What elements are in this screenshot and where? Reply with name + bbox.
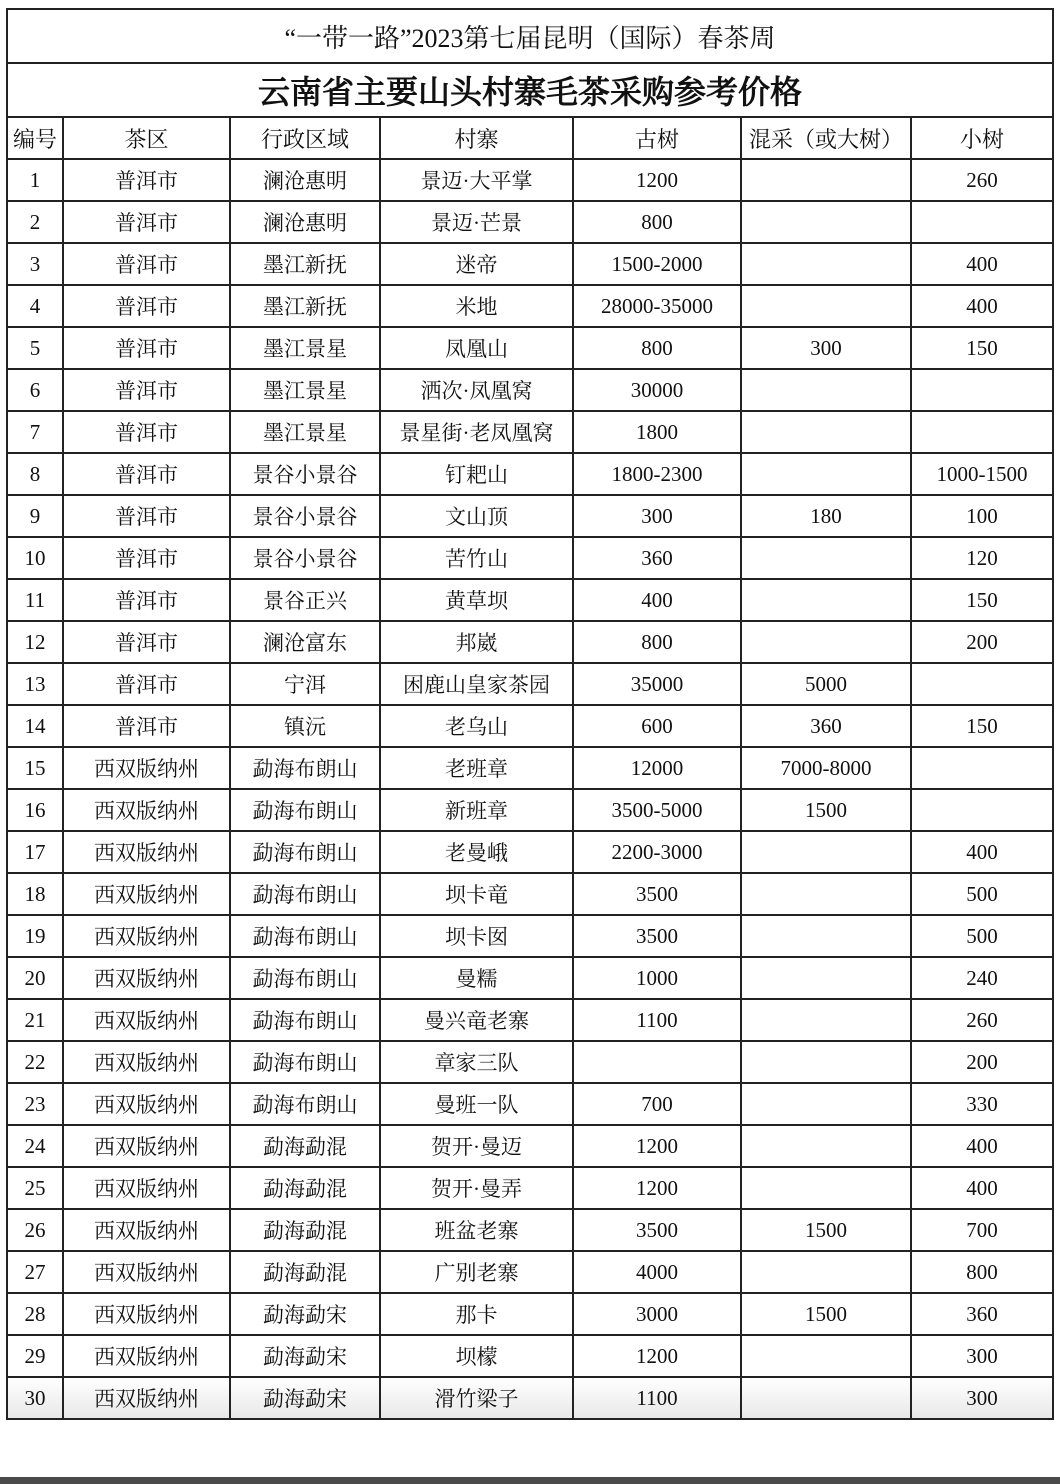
cell-tea-region: 西双版纳州 <box>63 1167 230 1209</box>
cell-small-tree-price: 500 <box>911 873 1053 915</box>
cell-ancient-tree-price: 800 <box>573 327 741 369</box>
cell-small-tree-price: 500 <box>911 915 1053 957</box>
cell-ancient-tree-price: 400 <box>573 579 741 621</box>
cell-mixed-price <box>741 957 911 999</box>
cell-tea-region: 普洱市 <box>63 453 230 495</box>
cell-admin-area: 墨江新抚 <box>230 285 380 327</box>
cell-small-tree-price: 360 <box>911 1293 1053 1335</box>
cell-mixed-price <box>741 537 911 579</box>
cell-mixed-price <box>741 243 911 285</box>
cell-small-tree-price: 400 <box>911 285 1053 327</box>
table-row <box>7 1125 1053 1167</box>
cell-village: 滑竹梁子 <box>380 1377 573 1419</box>
cell-small-tree-price: 200 <box>911 621 1053 663</box>
cell-mixed-price <box>741 621 911 663</box>
cell-ancient-tree-price: 360 <box>573 537 741 579</box>
table-row <box>7 285 1053 327</box>
price-table <box>6 8 1054 1420</box>
cell-id: 22 <box>7 1041 63 1083</box>
cell-small-tree-price: 400 <box>911 1167 1053 1209</box>
cell-tea-region: 西双版纳州 <box>63 1083 230 1125</box>
cell-ancient-tree-price: 1500-2000 <box>573 243 741 285</box>
cell-mixed-price: 180 <box>741 495 911 537</box>
cell-village: 困鹿山皇家茶园 <box>380 663 573 705</box>
cell-admin-area: 勐海布朗山 <box>230 873 380 915</box>
cell-tea-region: 普洱市 <box>63 159 230 201</box>
cell-id: 2 <box>7 201 63 243</box>
table-row <box>7 621 1053 663</box>
table-row <box>7 999 1053 1041</box>
table-row <box>7 1041 1053 1083</box>
table-row <box>7 747 1053 789</box>
table-row <box>7 201 1053 243</box>
cell-tea-region: 普洱市 <box>63 201 230 243</box>
cell-small-tree-price <box>911 411 1053 453</box>
cell-ancient-tree-price: 800 <box>573 621 741 663</box>
cell-tea-region: 普洱市 <box>63 537 230 579</box>
cell-admin-area: 勐海勐宋 <box>230 1377 380 1419</box>
cell-small-tree-price: 300 <box>911 1335 1053 1377</box>
cell-id: 4 <box>7 285 63 327</box>
cell-admin-area: 勐海布朗山 <box>230 831 380 873</box>
cell-tea-region: 普洱市 <box>63 285 230 327</box>
cell-ancient-tree-price: 12000 <box>573 747 741 789</box>
cell-village: 那卡 <box>380 1293 573 1335</box>
cell-id: 9 <box>7 495 63 537</box>
cell-id: 26 <box>7 1209 63 1251</box>
cell-tea-region: 西双版纳州 <box>63 789 230 831</box>
cell-ancient-tree-price: 700 <box>573 1083 741 1125</box>
cell-small-tree-price <box>911 789 1053 831</box>
cell-village: 景星街·老凤凰窝 <box>380 411 573 453</box>
cell-ancient-tree-price: 1000 <box>573 957 741 999</box>
cell-small-tree-price <box>911 663 1053 705</box>
cell-ancient-tree-price: 1800-2300 <box>573 453 741 495</box>
cell-small-tree-price: 260 <box>911 159 1053 201</box>
table-row <box>7 453 1053 495</box>
table-row <box>7 1251 1053 1293</box>
cell-admin-area: 景谷正兴 <box>230 579 380 621</box>
cell-mixed-price <box>741 579 911 621</box>
cell-mixed-price <box>741 1167 911 1209</box>
table-row <box>7 789 1053 831</box>
cell-tea-region: 西双版纳州 <box>63 1041 230 1083</box>
cell-mixed-price <box>741 915 911 957</box>
cell-id: 11 <box>7 579 63 621</box>
cell-village: 凤凰山 <box>380 327 573 369</box>
cell-id: 20 <box>7 957 63 999</box>
bottom-edge <box>0 1477 1060 1484</box>
cell-village: 老乌山 <box>380 705 573 747</box>
cell-tea-region: 西双版纳州 <box>63 1293 230 1335</box>
cell-id: 23 <box>7 1083 63 1125</box>
cell-village: 广别老寨 <box>380 1251 573 1293</box>
cell-village: 老曼峨 <box>380 831 573 873</box>
header-id: 编号 <box>7 117 63 159</box>
cell-mixed-price <box>741 159 911 201</box>
table-subtitle: 云南省主要山头村寨毛茶采购参考价格 <box>7 63 1053 117</box>
table-row <box>7 1083 1053 1125</box>
cell-small-tree-price <box>911 369 1053 411</box>
cell-village: 苦竹山 <box>380 537 573 579</box>
cell-admin-area: 勐海布朗山 <box>230 999 380 1041</box>
cell-ancient-tree-price: 35000 <box>573 663 741 705</box>
table-row <box>7 1335 1053 1377</box>
cell-mixed-price <box>741 1083 911 1125</box>
cell-mixed-price <box>741 201 911 243</box>
cell-id: 29 <box>7 1335 63 1377</box>
table-row <box>7 957 1053 999</box>
table-row <box>7 663 1053 705</box>
cell-mixed-price <box>741 1125 911 1167</box>
cell-mixed-price: 5000 <box>741 663 911 705</box>
cell-village: 钉耙山 <box>380 453 573 495</box>
table-row <box>7 159 1053 201</box>
cell-village: 曼班一队 <box>380 1083 573 1125</box>
cell-small-tree-price: 200 <box>911 1041 1053 1083</box>
cell-mixed-price: 1500 <box>741 1293 911 1335</box>
cell-village: 迷帝 <box>380 243 573 285</box>
cell-mixed-price <box>741 873 911 915</box>
cell-id: 1 <box>7 159 63 201</box>
cell-ancient-tree-price: 1200 <box>573 1167 741 1209</box>
cell-ancient-tree-price: 28000-35000 <box>573 285 741 327</box>
cell-tea-region: 普洱市 <box>63 369 230 411</box>
cell-admin-area: 勐海布朗山 <box>230 957 380 999</box>
cell-mixed-price <box>741 411 911 453</box>
cell-id: 15 <box>7 747 63 789</box>
cell-small-tree-price: 260 <box>911 999 1053 1041</box>
table-row <box>7 831 1053 873</box>
cell-tea-region: 西双版纳州 <box>63 1209 230 1251</box>
cell-small-tree-price: 700 <box>911 1209 1053 1251</box>
cell-small-tree-price <box>911 747 1053 789</box>
cell-admin-area: 勐海布朗山 <box>230 789 380 831</box>
cell-id: 14 <box>7 705 63 747</box>
cell-id: 25 <box>7 1167 63 1209</box>
cell-tea-region: 普洱市 <box>63 705 230 747</box>
cell-small-tree-price: 400 <box>911 831 1053 873</box>
cell-admin-area: 墨江景星 <box>230 411 380 453</box>
header-admin-area: 行政区域 <box>230 117 380 159</box>
table-row <box>7 495 1053 537</box>
cell-small-tree-price: 150 <box>911 705 1053 747</box>
cell-id: 24 <box>7 1125 63 1167</box>
table-row <box>7 537 1053 579</box>
cell-admin-area: 澜沧富东 <box>230 621 380 663</box>
cell-village: 文山顶 <box>380 495 573 537</box>
cell-admin-area: 墨江新抚 <box>230 243 380 285</box>
cell-id: 8 <box>7 453 63 495</box>
cell-id: 12 <box>7 621 63 663</box>
cell-mixed-price <box>741 453 911 495</box>
cell-tea-region: 普洱市 <box>63 621 230 663</box>
cell-tea-region: 西双版纳州 <box>63 957 230 999</box>
cell-tea-region: 西双版纳州 <box>63 873 230 915</box>
cell-village: 新班章 <box>380 789 573 831</box>
header-tea-region: 茶区 <box>63 117 230 159</box>
cell-ancient-tree-price: 3500 <box>573 915 741 957</box>
cell-ancient-tree-price: 1800 <box>573 411 741 453</box>
header-mixed: 混采（或大树） <box>741 117 911 159</box>
cell-mixed-price <box>741 1041 911 1083</box>
cell-tea-region: 普洱市 <box>63 327 230 369</box>
document-title: “一带一路”2023第七届昆明（国际）春茶周 <box>7 9 1053 63</box>
cell-small-tree-price: 800 <box>911 1251 1053 1293</box>
cell-village: 米地 <box>380 285 573 327</box>
cell-village: 贺开·曼迈 <box>380 1125 573 1167</box>
cell-mixed-price <box>741 831 911 873</box>
cell-admin-area: 勐海布朗山 <box>230 1083 380 1125</box>
cell-small-tree-price <box>911 201 1053 243</box>
cell-small-tree-price: 100 <box>911 495 1053 537</box>
cell-admin-area: 勐海勐宋 <box>230 1335 380 1377</box>
cell-admin-area: 勐海布朗山 <box>230 747 380 789</box>
cell-ancient-tree-price: 1100 <box>573 999 741 1041</box>
cell-id: 27 <box>7 1251 63 1293</box>
cell-id: 17 <box>7 831 63 873</box>
cell-id: 5 <box>7 327 63 369</box>
cell-tea-region: 普洱市 <box>63 579 230 621</box>
cell-admin-area: 勐海勐宋 <box>230 1293 380 1335</box>
cell-admin-area: 澜沧惠明 <box>230 159 380 201</box>
cell-admin-area: 景谷小景谷 <box>230 537 380 579</box>
cell-ancient-tree-price: 1200 <box>573 1335 741 1377</box>
cell-id: 7 <box>7 411 63 453</box>
cell-admin-area: 勐海勐混 <box>230 1125 380 1167</box>
cell-tea-region: 普洱市 <box>63 495 230 537</box>
cell-ancient-tree-price <box>573 1041 741 1083</box>
table-row <box>7 579 1053 621</box>
cell-small-tree-price: 330 <box>911 1083 1053 1125</box>
cell-mixed-price <box>741 285 911 327</box>
cell-admin-area: 澜沧惠明 <box>230 201 380 243</box>
cell-small-tree-price: 300 <box>911 1377 1053 1419</box>
table-row <box>7 1209 1053 1251</box>
cell-admin-area: 勐海布朗山 <box>230 1041 380 1083</box>
cell-village: 景迈·大平掌 <box>380 159 573 201</box>
table-row <box>7 1167 1053 1209</box>
cell-admin-area: 勐海勐混 <box>230 1251 380 1293</box>
cell-mixed-price: 360 <box>741 705 911 747</box>
cell-ancient-tree-price: 3500 <box>573 873 741 915</box>
cell-id: 10 <box>7 537 63 579</box>
cell-village: 邦崴 <box>380 621 573 663</box>
cell-mixed-price <box>741 1251 911 1293</box>
table-row <box>7 327 1053 369</box>
cell-tea-region: 西双版纳州 <box>63 1377 230 1419</box>
cell-ancient-tree-price: 30000 <box>573 369 741 411</box>
header-row <box>7 117 1053 159</box>
cell-id: 19 <box>7 915 63 957</box>
cell-tea-region: 西双版纳州 <box>63 915 230 957</box>
cell-small-tree-price: 400 <box>911 1125 1053 1167</box>
cell-small-tree-price: 120 <box>911 537 1053 579</box>
cell-village: 黄草坝 <box>380 579 573 621</box>
cell-village: 景迈·芒景 <box>380 201 573 243</box>
cell-ancient-tree-price: 1100 <box>573 1377 741 1419</box>
cell-village: 坝卡竜 <box>380 873 573 915</box>
table-row <box>7 705 1053 747</box>
cell-ancient-tree-price: 4000 <box>573 1251 741 1293</box>
cell-tea-region: 西双版纳州 <box>63 999 230 1041</box>
cell-tea-region: 普洱市 <box>63 663 230 705</box>
cell-tea-region: 西双版纳州 <box>63 747 230 789</box>
table-row <box>7 873 1053 915</box>
cell-admin-area: 勐海勐混 <box>230 1167 380 1209</box>
cell-admin-area: 墨江景星 <box>230 327 380 369</box>
cell-tea-region: 西双版纳州 <box>63 831 230 873</box>
cell-village: 曼糯 <box>380 957 573 999</box>
cell-id: 28 <box>7 1293 63 1335</box>
table-row <box>7 915 1053 957</box>
cell-mixed-price: 1500 <box>741 1209 911 1251</box>
table-row <box>7 243 1053 285</box>
cell-village: 曼兴竜老寨 <box>380 999 573 1041</box>
cell-village: 坝檬 <box>380 1335 573 1377</box>
cell-admin-area: 勐海勐混 <box>230 1209 380 1251</box>
cell-small-tree-price: 240 <box>911 957 1053 999</box>
cell-id: 18 <box>7 873 63 915</box>
cell-small-tree-price: 400 <box>911 243 1053 285</box>
header-village: 村寨 <box>380 117 573 159</box>
cell-admin-area: 景谷小景谷 <box>230 495 380 537</box>
table-row <box>7 1377 1053 1419</box>
cell-village: 老班章 <box>380 747 573 789</box>
cell-small-tree-price: 1000-1500 <box>911 453 1053 495</box>
cell-mixed-price <box>741 1335 911 1377</box>
cell-village: 洒次·凤凰窝 <box>380 369 573 411</box>
cell-id: 21 <box>7 999 63 1041</box>
cell-ancient-tree-price: 1200 <box>573 1125 741 1167</box>
cell-mixed-price: 7000-8000 <box>741 747 911 789</box>
cell-admin-area: 景谷小景谷 <box>230 453 380 495</box>
cell-ancient-tree-price: 2200-3000 <box>573 831 741 873</box>
table-row <box>7 411 1053 453</box>
cell-id: 3 <box>7 243 63 285</box>
cell-ancient-tree-price: 300 <box>573 495 741 537</box>
cell-id: 13 <box>7 663 63 705</box>
cell-tea-region: 西双版纳州 <box>63 1335 230 1377</box>
cell-ancient-tree-price: 800 <box>573 201 741 243</box>
cell-mixed-price <box>741 1377 911 1419</box>
cell-id: 16 <box>7 789 63 831</box>
table-row <box>7 1293 1053 1335</box>
cell-admin-area: 勐海布朗山 <box>230 915 380 957</box>
cell-tea-region: 普洱市 <box>63 243 230 285</box>
cell-ancient-tree-price: 600 <box>573 705 741 747</box>
header-small-tree: 小树 <box>911 117 1053 159</box>
cell-small-tree-price: 150 <box>911 579 1053 621</box>
cell-village: 贺开·曼弄 <box>380 1167 573 1209</box>
cell-ancient-tree-price: 1200 <box>573 159 741 201</box>
header-ancient-tree: 古树 <box>573 117 741 159</box>
cell-id: 30 <box>7 1377 63 1419</box>
cell-village: 章家三队 <box>380 1041 573 1083</box>
cell-ancient-tree-price: 3500-5000 <box>573 789 741 831</box>
cell-tea-region: 普洱市 <box>63 411 230 453</box>
cell-admin-area: 墨江景星 <box>230 369 380 411</box>
cell-tea-region: 西双版纳州 <box>63 1125 230 1167</box>
cell-id: 6 <box>7 369 63 411</box>
cell-mixed-price: 1500 <box>741 789 911 831</box>
cell-ancient-tree-price: 3500 <box>573 1209 741 1251</box>
cell-mixed-price <box>741 999 911 1041</box>
cell-admin-area: 镇沅 <box>230 705 380 747</box>
cell-tea-region: 西双版纳州 <box>63 1251 230 1293</box>
cell-ancient-tree-price: 3000 <box>573 1293 741 1335</box>
cell-mixed-price <box>741 369 911 411</box>
cell-village: 坝卡囡 <box>380 915 573 957</box>
cell-village: 班盆老寨 <box>380 1209 573 1251</box>
cell-small-tree-price: 150 <box>911 327 1053 369</box>
table-row <box>7 369 1053 411</box>
cell-mixed-price: 300 <box>741 327 911 369</box>
cell-admin-area: 宁洱 <box>230 663 380 705</box>
